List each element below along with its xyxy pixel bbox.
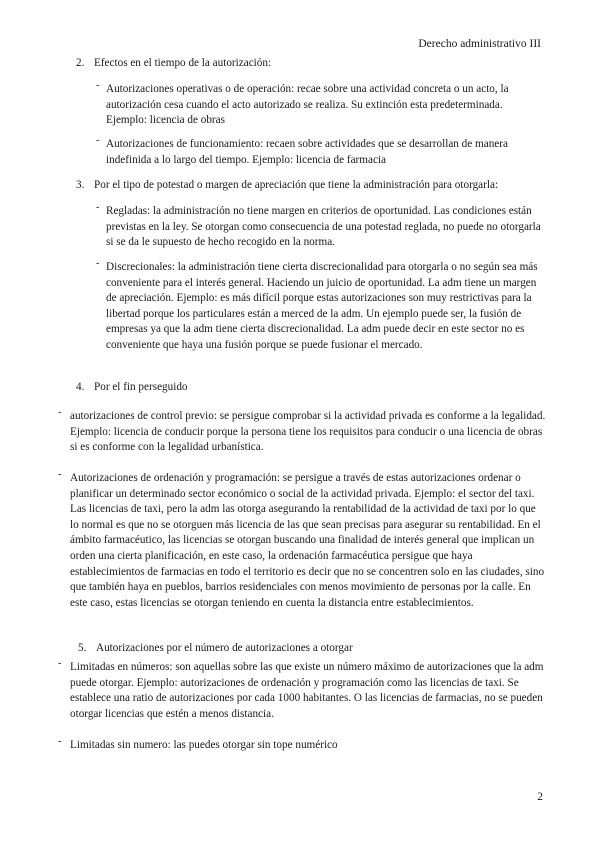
- section-5-heading: [78, 641, 353, 657]
- page-number: 2: [537, 791, 543, 803]
- list-item-text: Autorizaciones operativas o de operación: recae sobre una actividad concreta o un acto, la autorización cesa cuando el acto autorizado se realiza. Su extinción esta predeterminada. Ejemplo: licencia de obras: [106, 83, 509, 127]
- list-item: [58, 660, 546, 722]
- section-3-heading: [76, 178, 498, 194]
- dash-bullet-icon: -: [96, 202, 100, 213]
- list-item: [58, 409, 546, 456]
- list-item-text: Discrecionales: la administración tiene cierta discrecionalidad para otorgarla o no según sea más conveniente para el interés general. Haciendo un juicio de oportunidad. La adm tiene un margen de apreciación. Ejemplo: es más difícil porque estas autorizaciones son muy restrictivas para la libertad porque los particulares están a merced de la adm. Un ejemplo puede ser, la fusión de empresas ya que la adm tiene cierta discrecionalidad. La adm puede decir en este sector no es conveniente que haya una fusión porque se puede fusionar el mercado.: [106, 261, 538, 351]
- list-item-text: Regladas: la administración no tiene margen en criterios de oportunidad. Las condiciones están previstas en la ley. Se otorgan como consecuencia de una potestad reglada, no puede no otorgarla si se da le supuesto de hecho recogido en la norma.: [106, 205, 541, 249]
- dash-bullet-icon: -: [96, 135, 100, 146]
- section-5-title: Autorizaciones por el número de autorizaciones a otorgar: [96, 642, 353, 654]
- document-header: Derecho administrativo III: [418, 38, 541, 50]
- section-3-number: 3.: [76, 179, 85, 191]
- dash-bullet-icon: -: [96, 80, 100, 91]
- list-item: [58, 738, 546, 754]
- list-item: [96, 82, 546, 129]
- section-4-number: 4.: [76, 381, 85, 393]
- list-item-text: Limitadas sin numero: las puedes otorgar sin tope numérico: [70, 739, 338, 751]
- section-5-number: 5.: [78, 642, 87, 654]
- dash-bullet-icon: -: [58, 736, 62, 747]
- list-item-text: Autorizaciones de ordenación y programación: se persigue a través de estas autorizaciones ordenar o planificar un determinado sector económico o social de la actividad privada. Ejemplo: el sector del taxi. Las licencias de taxi, pero la adm las otorga asegurando la rentabilidad de la actividad de taxi por lo que lo normal es que no se otorguen más licencia de las que sean precisas para asegurar su rentabilidad. En el ámbito farmacéutico, las licencias se otorgan buscando una finalidad de interés general que implican un orden una cierta planificación, en este caso, la ordenación farmacéutica persigue que haya establecimientos de farmacias en todo el territorio es decir que no se concentren solo en las ciudades, sino que también haya en pueblos, barrios residenciales con menos movimiento de personas por la calle. En este caso, estas licencias se otorgan teniendo en cuenta la distancia entre establecimientos.: [70, 472, 545, 609]
- list-item: [96, 137, 546, 168]
- section-2-number: 2.: [76, 57, 85, 69]
- section-3-title: Por el tipo de potestad o margen de apreciación que tiene la administración para otorgarla:: [94, 179, 499, 191]
- section-2-heading: [76, 56, 271, 72]
- dash-bullet-icon: -: [58, 469, 62, 480]
- dash-bullet-icon: -: [96, 258, 100, 269]
- dash-bullet-icon: -: [58, 407, 62, 418]
- list-item-text: Autorizaciones de funcionamiento: recaen sobre actividades que se desarrollan de manera indefinida a lo largo del tiempo. Ejemplo: licencia de farmacia: [106, 138, 508, 166]
- section-2-title: Efectos en el tiempo de la autorización:: [94, 57, 272, 69]
- dash-bullet-icon: -: [58, 658, 62, 669]
- list-item-text: autorizaciones de control previo: se persigue comprobar si la actividad privada es conforme a la legalidad. Ejemplo: licencia de conducir porque la persona tiene los requisitos para conducir o una licencia de obras si es conforme con la legalidad urbanística.: [70, 410, 546, 454]
- list-item-text: Limitadas en números: son aquellas sobre las que existe un número máximo de autorizaciones que la adm puede otorgar. Ejemplo: autorizaciones de ordenación y programación como las licencias de taxi. Se establece una ratio de autorizaciones por cada 1000 habitantes. O las licencias de farmacias, no se pueden otorgar licencias que estén a menos distancia.: [70, 661, 544, 720]
- list-item: [58, 471, 546, 611]
- list-item: [96, 260, 546, 354]
- section-4-title: Por el fin perseguido: [94, 381, 188, 393]
- section-4-heading: [76, 380, 188, 396]
- list-item: [96, 204, 546, 251]
